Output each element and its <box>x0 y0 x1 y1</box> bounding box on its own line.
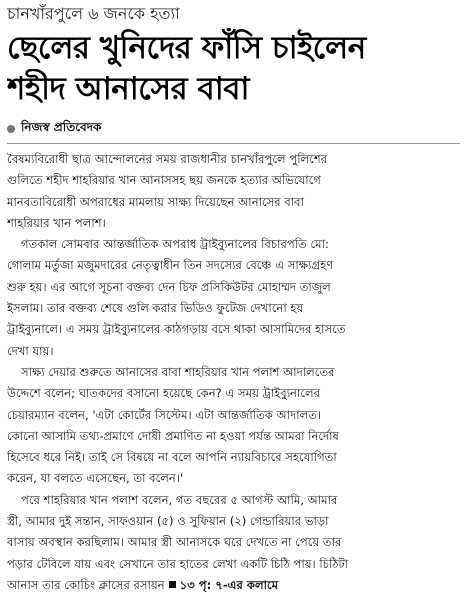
headline-line-2: শহীদ আনাসের বাবা <box>7 71 249 107</box>
bullet-icon <box>7 125 15 133</box>
body-line: পরে শাহরিয়ার খান পলাশ বলেন, গত বছরের ৫ আগস্ট আমি, আমার <box>21 492 338 507</box>
body-line: বাসায় অবস্থান করছিলাম। আমার স্ত্রী আনাসকে ঘরে দেখতে না পেয়ে তার <box>7 535 342 550</box>
body-line: গোলাম মর্তুজা মজুমদারের নেতৃত্বাধীন তিন সদস্যের বেঞ্চে এ সাক্ষ্যগ্রহণ <box>7 258 334 273</box>
body-line: শুরু হয়। এর আগে সূচনা বক্তব্য দেন চিফ প্রসিকিউটর মোহাম্মদ তাজুল <box>7 279 331 294</box>
article-headline <box>7 28 460 110</box>
paragraph-3 <box>7 362 460 490</box>
article-body <box>7 149 460 596</box>
paragraph-1 <box>7 149 460 234</box>
continuation-jump: ১৩ পৃ: ৭-এর কলামে <box>179 577 279 592</box>
body-line: গুলিতে শহীদ শাহরিয়ার খান আনাসসহ ছয় জনকে হত্যার অভিযোগে <box>7 173 321 188</box>
body-line: কোনো আসামি তথ্য-প্রমাণে দোষী প্রমাণিত না হওয়া পর্যন্ত আমরা নির্দোষ <box>7 428 339 443</box>
body-line: সাক্ষ্য দেয়ার শুরুতে আনাসের বাবা শাহরিয়ার খান পলাশ আদালতের <box>21 364 335 379</box>
body-line: গতকাল সোমবার আন্তর্জাতিক অপরাধ ট্রাইব্যুনালের বিচারপতি মো: <box>21 237 329 252</box>
body-line: চেয়ারম্যান বলেন, 'এটা কোর্টের সিস্টেম। এটা আন্তর্জাতিক আদালত। <box>7 407 322 422</box>
continuation-square-icon <box>169 581 176 588</box>
byline-divider <box>7 143 460 144</box>
body-line: বৈষম্যবিরোধী ছাত্র আন্দোলনের সময় রাজধানীর চানখাঁরপুলে পুলিশের <box>7 152 328 166</box>
body-line: দেখা যায়। <box>7 343 54 358</box>
byline: নিজস্ব প্রতিবেদক <box>21 120 102 134</box>
byline-row <box>7 120 460 138</box>
body-line: হিসেবে ধরে নিই। তাই সে বিষয়ে না বলে আপনি ন্যায়বিচারে সহযোগিতা <box>7 450 337 465</box>
body-line: ট্রাইব্যুনালে। এ সময় ট্রাইব্যুনালের কাঠগড়ায় বসে থাকা আসামিদের হাসতে <box>7 322 346 337</box>
body-line: ইসলাম। তার বক্তব্য শেষে গুলি করার ভিডিও ফুটেজ দেখানো হয় <box>7 301 304 316</box>
body-line: স্ত্রী, আমার দুই সন্তান, সাফওয়ান (৫) ও সুফিয়ান (২) গেন্ডারিয়ার ভাড়া <box>7 514 329 529</box>
body-line: উদ্দেশে বলেন; ঘাতকদের বসানো হয়েছে কেন? এ সময় ট্রাইব্যুনালের <box>7 386 321 401</box>
paragraph-2 <box>7 234 460 362</box>
body-line: শাহরিয়ার খান পলাশ। <box>7 215 106 230</box>
last-line-text: আনাস তার কোচিং ক্লাসের রসায়ন <box>7 577 165 592</box>
headline-line-1: ছেলের খুনিদের ফাঁসি চাইলেন <box>7 30 366 66</box>
body-line: করেন, যা বলতে এসেছেন, তা বলেন।' <box>7 471 184 486</box>
body-line: মানবতাবিরোধী অপরাধের মামলায় সাক্ষ্য দিয়েছেন আনাসের বাবা <box>7 194 304 209</box>
article-kicker: চানখাঁরপুলে ৬ জনকে হত্যা <box>7 4 180 23</box>
body-line: পড়ার টেবিলে যায় এবং সেখানে তার হাতের লেখা একটি চিঠি পায়। চিঠিটা <box>7 556 349 571</box>
paragraph-4 <box>7 490 460 596</box>
body-line-last <box>7 575 460 596</box>
